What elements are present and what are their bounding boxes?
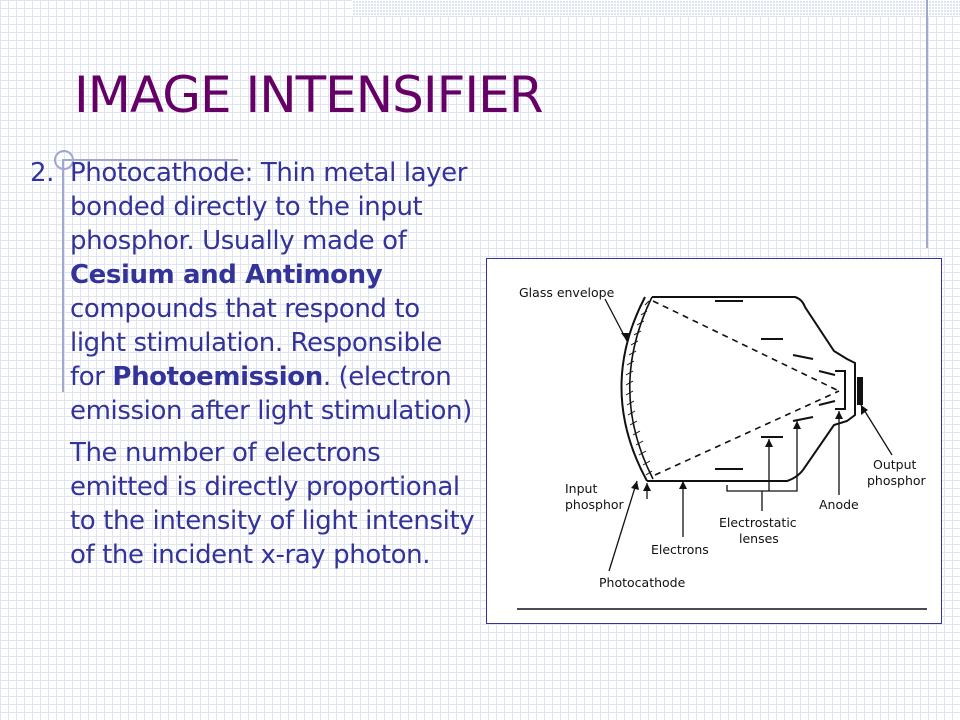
label-glass-envelope: Glass envelope xyxy=(519,285,615,300)
label-electrostatic-2: lenses xyxy=(739,531,779,546)
photocathode-paragraph xyxy=(70,156,478,428)
output-phosphor xyxy=(857,377,863,405)
label-anode: Anode xyxy=(819,497,859,512)
electron-paths xyxy=(653,301,839,475)
right-accent-line xyxy=(926,0,928,248)
label-photocathode: Photocathode xyxy=(599,575,686,590)
item-number: 2. xyxy=(30,158,55,188)
para1-text-1: Photocathode: Thin metal layer bonded directly to the input phosphor. Usually made of xyxy=(70,158,467,256)
label-input-phosphor-1: Input xyxy=(565,481,598,496)
electrons-paragraph: The number of electrons emitted is directly proportional to the intensity of light intensity of the incident x-ray photon. xyxy=(70,438,475,570)
top-decorative-band xyxy=(352,0,960,16)
label-electrostatic-1: Electrostatic xyxy=(719,515,797,530)
tube-envelope xyxy=(647,297,855,481)
label-electrons: Electrons xyxy=(651,542,709,557)
label-output-phosphor-2: phosphor xyxy=(867,473,926,488)
image-intensifier-diagram xyxy=(486,258,942,624)
para1-bold-photoemission: Photoemission xyxy=(112,362,323,392)
slide-title: IMAGE INTENSIFIER xyxy=(74,66,543,124)
slide-body xyxy=(30,156,478,572)
leader-arrowheads xyxy=(621,333,868,491)
label-output-phosphor-1: Output xyxy=(873,457,917,472)
para1-bold-cesium: Cesium and Antimony xyxy=(70,260,383,290)
diagram-svg xyxy=(487,259,941,623)
para1-text-3: . (electron emission after light stimulation) xyxy=(70,362,472,426)
label-input-phosphor-2: phosphor xyxy=(565,497,624,512)
bullet-item xyxy=(30,156,478,572)
glass-envelope-curve xyxy=(621,297,647,481)
para1-text-2: compounds that respond to light stimulation. Responsible for xyxy=(70,294,442,392)
